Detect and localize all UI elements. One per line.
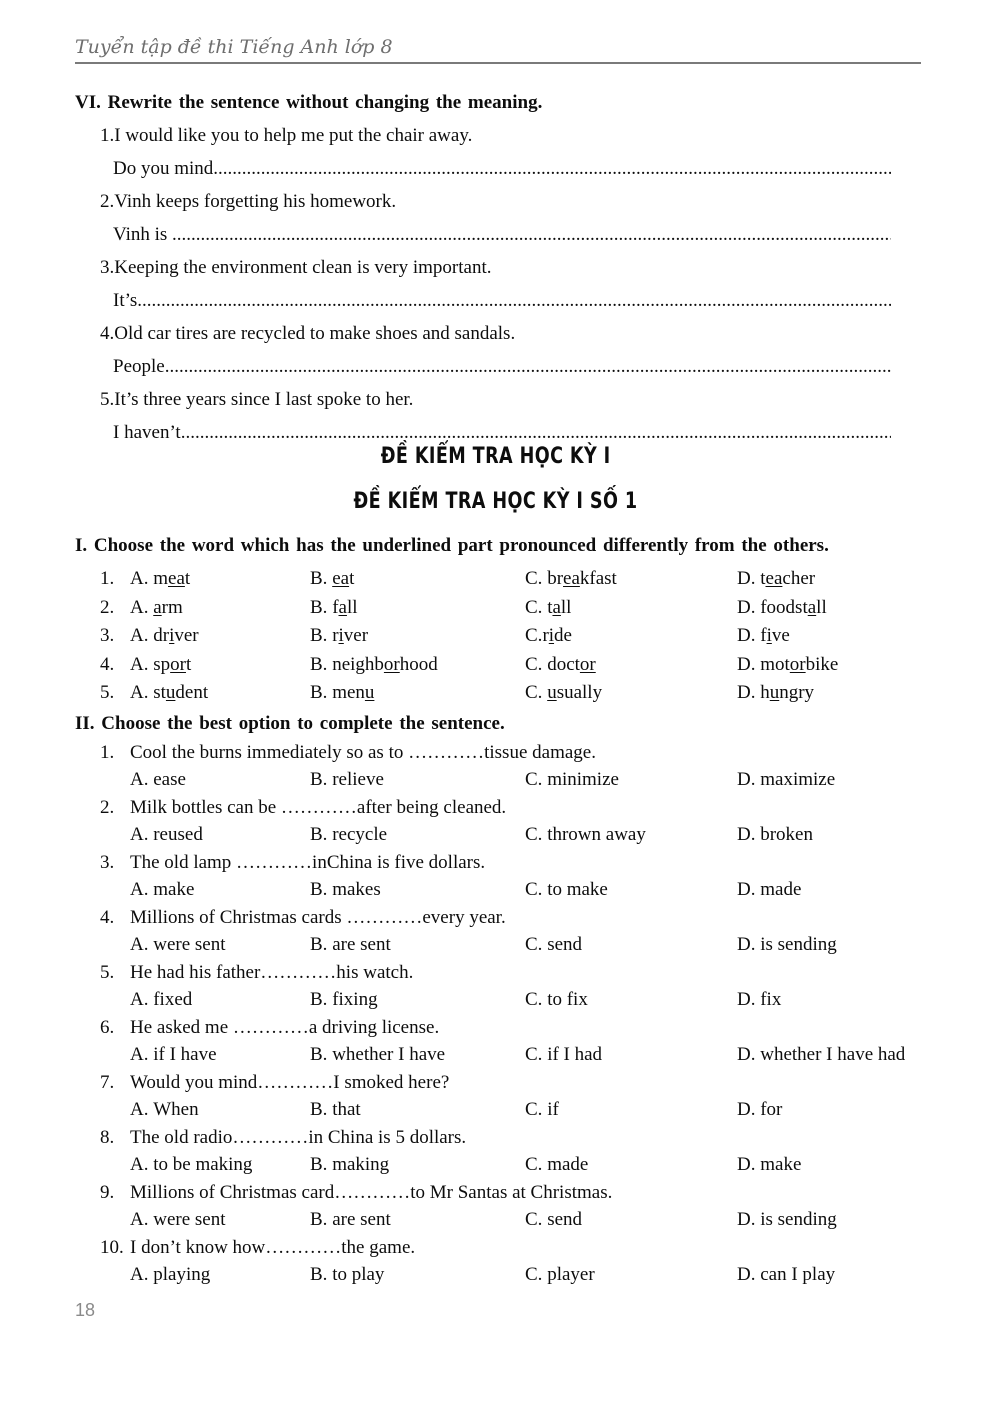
option-label: D. xyxy=(737,1099,761,1120)
underlined-part: a xyxy=(807,596,817,618)
option-text: broken xyxy=(760,824,813,845)
option-word: motorbike xyxy=(760,653,839,675)
mcq-option xyxy=(310,1206,525,1234)
underlined-part: u xyxy=(769,682,780,703)
option-word: five xyxy=(760,625,790,646)
option-label: C. xyxy=(525,1044,548,1065)
option-label: D. xyxy=(737,769,761,790)
option-text: for xyxy=(760,1099,783,1120)
option-text: makes xyxy=(332,879,381,900)
question-text: Milk bottles can be …………after being cleaned. xyxy=(130,796,507,818)
option-label: D. xyxy=(737,989,761,1010)
rewrite-items xyxy=(0,119,991,449)
option-label: D. xyxy=(737,1264,761,1285)
options-row xyxy=(130,1096,985,1124)
question-line xyxy=(100,1179,981,1207)
option-label: A. xyxy=(130,989,154,1010)
section-i-title: I. Choose the word which has the underlined part pronounced differently from the others. xyxy=(75,535,829,556)
option-word: menu xyxy=(332,682,375,703)
section-vi-title: VI. Rewrite the sentence without changing the meaning. xyxy=(75,92,543,113)
mcq-option xyxy=(310,1096,525,1124)
mcq-option xyxy=(310,1041,525,1069)
option-text: minimize xyxy=(547,769,619,790)
option-label: A. xyxy=(130,1264,154,1285)
option-label: C. xyxy=(525,682,548,703)
rewrite-sentence: 4.Old car tires are recycled to make shoes and sandals. xyxy=(100,323,516,344)
option-label: C. xyxy=(525,934,548,955)
rewrite-answer-line xyxy=(113,284,891,317)
rewrite-sentence: 5.It’s three years since I last spoke to her. xyxy=(100,389,414,410)
option-label: A. xyxy=(130,1099,154,1120)
option-text: recycle xyxy=(332,824,388,845)
mcq-option xyxy=(310,986,525,1014)
option-text: fixed xyxy=(153,989,193,1010)
option-label: C. xyxy=(525,1209,548,1230)
mcq-option xyxy=(737,986,985,1014)
option-label: D. xyxy=(737,934,761,955)
option-label: C. xyxy=(525,1264,548,1285)
options-row xyxy=(130,986,985,1014)
rewrite-answer-line xyxy=(113,218,891,251)
mcq-option xyxy=(130,1206,310,1234)
underlined-part: a xyxy=(153,596,162,618)
question-line xyxy=(100,1234,981,1262)
question-number: 1. xyxy=(100,741,115,763)
options-row xyxy=(130,1206,985,1234)
mcq-option xyxy=(310,931,525,959)
option-label: A. xyxy=(130,1209,154,1230)
question-text: He had his father…………his watch. xyxy=(130,961,414,983)
question-line xyxy=(100,739,981,767)
question-text: Millions of Christmas cards …………every year. xyxy=(130,906,506,928)
option-text: make xyxy=(153,879,195,900)
option-text: to fix xyxy=(547,989,588,1010)
underlined-part: i xyxy=(548,625,555,646)
rewrite-answer-line xyxy=(113,350,891,383)
option-word: fall xyxy=(332,596,358,618)
mcq-option xyxy=(130,876,310,904)
option-text: were sent xyxy=(153,934,226,955)
option-text: to be making xyxy=(153,1154,253,1175)
option-text: were sent xyxy=(153,1209,226,1230)
pronunciation-option xyxy=(130,679,310,708)
option-text: player xyxy=(547,1264,595,1285)
option-text: made xyxy=(760,879,802,900)
underlined-part: i xyxy=(169,625,175,646)
mcq-option xyxy=(130,1261,310,1289)
option-label: B. xyxy=(310,1154,333,1175)
pronunciation-option xyxy=(525,594,737,623)
option-label: A. xyxy=(130,596,154,618)
option-label: A. xyxy=(130,1044,154,1065)
underlined-part: i xyxy=(338,625,344,646)
mcq-option xyxy=(737,1041,985,1069)
pronunciation-row xyxy=(100,565,981,594)
question-number: 2. xyxy=(100,796,115,818)
option-text: are sent xyxy=(332,934,391,955)
mcq-option xyxy=(310,821,525,849)
mcq-option xyxy=(525,1151,737,1179)
option-text: making xyxy=(332,1154,390,1175)
pronunciation-rows xyxy=(0,565,991,708)
question-number: 5. xyxy=(100,682,115,703)
mcq-option xyxy=(525,766,737,794)
question-line xyxy=(100,1124,981,1152)
question-number: 1. xyxy=(100,568,115,589)
option-text: whether I have xyxy=(332,1044,446,1065)
option-text: whether I have had xyxy=(760,1044,906,1065)
option-label: D. xyxy=(737,824,761,845)
pronunciation-row xyxy=(100,622,981,651)
question-text: The old lamp …………inChina is five dollars. xyxy=(130,851,486,873)
mcq-option xyxy=(737,821,985,849)
option-label: D. xyxy=(737,1154,761,1175)
option-text: are sent xyxy=(332,1209,391,1230)
option-text: ease xyxy=(153,769,186,790)
mcq-option xyxy=(525,1041,737,1069)
options-row xyxy=(130,876,985,904)
option-text: When xyxy=(153,1099,199,1120)
options-row xyxy=(130,931,985,959)
option-text: make xyxy=(760,1154,802,1175)
option-label: A. xyxy=(130,625,154,646)
option-label: A. xyxy=(130,568,154,589)
option-label: C. xyxy=(525,1099,548,1120)
mcq-option xyxy=(130,1151,310,1179)
exam-heading-2-text: ĐỀ KIỂM TRA HỌC KỲ I SỐ 1 xyxy=(353,489,638,514)
question-text: He asked me …………a driving license. xyxy=(130,1016,440,1038)
question-number: 3. xyxy=(100,851,115,873)
question-number: 6. xyxy=(100,1016,115,1038)
header-title: Tuyển tập đề thi Tiếng Anh lớp 8 xyxy=(75,36,393,58)
exam-heading-2 xyxy=(0,488,991,517)
option-text: send xyxy=(547,934,583,955)
mcq-option xyxy=(130,766,310,794)
page-number: 18 xyxy=(75,1300,96,1320)
underlined-part: i xyxy=(766,625,772,646)
question-text: Cool the burns immediately so as to …………tissue damage. xyxy=(130,741,596,763)
option-word: teacher xyxy=(760,568,816,589)
question-text: Millions of Christmas card…………to Mr Santas at Christmas. xyxy=(130,1181,613,1203)
option-label: C. xyxy=(525,596,548,618)
option-label: D. xyxy=(737,1044,761,1065)
option-label: D. xyxy=(737,879,761,900)
question-line xyxy=(100,794,981,822)
pronunciation-option xyxy=(737,679,981,708)
option-label: B. xyxy=(310,682,333,703)
mcq-option xyxy=(737,931,985,959)
mcq-option xyxy=(737,1151,985,1179)
question-number: 8. xyxy=(100,1126,115,1148)
option-label: C. xyxy=(525,824,548,845)
underlined-part: a xyxy=(338,596,347,618)
question-line xyxy=(100,849,981,877)
underlined-part: or xyxy=(170,653,186,675)
mcq-option xyxy=(737,1261,985,1289)
mcq-option xyxy=(310,876,525,904)
option-label: A. xyxy=(130,934,154,955)
rewrite-answer-prefix: People xyxy=(113,356,165,377)
option-label: C. xyxy=(525,879,548,900)
underlined-part: u xyxy=(547,682,557,703)
option-word: neighborhood xyxy=(332,653,438,675)
pronunciation-option xyxy=(130,594,310,623)
section-ii-title: II. Choose the best option to complete the sentence. xyxy=(75,712,505,734)
options-row xyxy=(130,1041,985,1069)
option-text: to make xyxy=(547,879,608,900)
question-line xyxy=(100,1014,981,1042)
option-label: A. xyxy=(130,682,154,703)
mcq-option xyxy=(525,1206,737,1234)
mcq-option xyxy=(310,1261,525,1289)
option-label: B. xyxy=(310,989,333,1010)
question-text: Would you mind…………I smoked here? xyxy=(130,1071,450,1093)
option-label: C. xyxy=(525,1154,548,1175)
option-word: driver xyxy=(153,625,199,646)
mcq-option xyxy=(130,931,310,959)
mcq-option xyxy=(737,876,985,904)
option-label: C. xyxy=(525,989,548,1010)
question-line xyxy=(100,959,981,987)
pronunciation-option xyxy=(130,651,310,680)
exam-page xyxy=(0,36,991,1416)
mcq-option xyxy=(525,931,737,959)
pronunciation-row xyxy=(100,651,981,680)
mcq-option xyxy=(737,1096,985,1124)
pronunciation-option xyxy=(310,565,525,594)
pronunciation-option xyxy=(525,651,737,680)
pronunciation-option xyxy=(525,622,737,651)
option-label: A. xyxy=(130,653,154,675)
question-number: 5. xyxy=(100,961,115,983)
rewrite-sentence: 2.Vinh keeps forgetting his homework. xyxy=(100,191,397,212)
mcq-option xyxy=(525,821,737,849)
mcq-option xyxy=(525,986,737,1014)
options-row xyxy=(130,1151,985,1179)
dotted-leader xyxy=(213,152,891,185)
option-word: arm xyxy=(153,596,183,618)
option-word: breakfast xyxy=(547,568,617,589)
option-word: student xyxy=(153,682,209,703)
question-line xyxy=(100,1069,981,1097)
pronunciation-option xyxy=(310,622,525,651)
question-number: 3. xyxy=(100,625,115,646)
option-word: usually xyxy=(547,682,603,703)
pronunciation-option xyxy=(130,565,310,594)
option-label: B. xyxy=(310,653,333,675)
option-word: sport xyxy=(153,653,192,675)
option-label: C. xyxy=(525,568,548,589)
option-label: A. xyxy=(130,824,154,845)
option-text: can I play xyxy=(760,1264,836,1285)
option-word: foodstall xyxy=(760,596,827,618)
page-header xyxy=(75,36,921,64)
mcq-option xyxy=(737,766,985,794)
underlined-part: or xyxy=(383,653,400,675)
option-label: A. xyxy=(130,769,154,790)
option-text: playing xyxy=(153,1264,211,1285)
option-label: D. xyxy=(737,682,761,703)
pronunciation-option xyxy=(310,651,525,680)
question-number: 4. xyxy=(100,906,115,928)
exam-heading-1-text: ĐỀ KIỂM TRA HỌC KỲ I xyxy=(380,444,611,469)
question-text: The old radio…………in China is 5 dollars. xyxy=(130,1126,467,1148)
pronunciation-option xyxy=(737,594,981,623)
question-number: 4. xyxy=(100,653,115,675)
rewrite-sentence: 3.Keeping the environment clean is very important. xyxy=(100,257,492,278)
mcq-option xyxy=(525,1261,737,1289)
option-label: D. xyxy=(737,568,761,589)
option-label: D. xyxy=(737,653,761,675)
option-text: if xyxy=(547,1099,559,1120)
options-row xyxy=(130,1261,985,1289)
mcq-questions xyxy=(0,739,991,1289)
option-label: D. xyxy=(737,596,761,618)
option-label: B. xyxy=(310,1044,333,1065)
pronunciation-option xyxy=(310,679,525,708)
dotted-leader xyxy=(165,350,891,383)
question-number: 2. xyxy=(100,596,115,618)
option-word: river xyxy=(332,625,369,646)
pronunciation-row xyxy=(100,594,981,623)
option-text: fixing xyxy=(332,989,378,1010)
option-label: B. xyxy=(310,1209,333,1230)
option-label: B. xyxy=(310,824,333,845)
option-text: reused xyxy=(153,824,203,845)
underlined-part: ea xyxy=(563,568,580,589)
option-text: thrown away xyxy=(547,824,646,845)
pronunciation-option xyxy=(737,622,981,651)
underlined-part: a xyxy=(552,596,561,618)
question-number: 9. xyxy=(100,1181,115,1203)
option-label: B. xyxy=(310,769,333,790)
rewrite-sentence: 1.I would like you to help me put the chair away. xyxy=(100,125,473,146)
underlined-part: or xyxy=(579,653,596,675)
question-number: 10. xyxy=(100,1236,124,1258)
mcq-option xyxy=(130,1096,310,1124)
option-label: B. xyxy=(310,879,333,900)
option-word: tall xyxy=(547,596,572,618)
underlined-part: u xyxy=(165,682,176,703)
underlined-part: ea xyxy=(168,568,185,589)
option-word: eat xyxy=(332,568,355,589)
option-label: B. xyxy=(310,596,333,618)
mcq-option xyxy=(737,1206,985,1234)
mcq-option xyxy=(310,1151,525,1179)
option-text: that xyxy=(332,1099,361,1120)
option-label: D. xyxy=(737,625,761,646)
options-row xyxy=(130,766,985,794)
pronunciation-option xyxy=(310,594,525,623)
option-label: D. xyxy=(737,1209,761,1230)
option-label: B. xyxy=(310,625,333,646)
pronunciation-option xyxy=(737,651,981,680)
pronunciation-option xyxy=(525,679,737,708)
option-text: if I have xyxy=(153,1044,217,1065)
option-text: is sending xyxy=(760,934,837,955)
mcq-option xyxy=(310,766,525,794)
dotted-leader xyxy=(137,284,891,317)
question-number: 7. xyxy=(100,1071,115,1093)
pronunciation-option xyxy=(130,622,310,651)
underlined-part: or xyxy=(789,653,806,675)
options-row xyxy=(130,821,985,849)
option-word: meat xyxy=(153,568,191,589)
question-text: I don’t know how…………the game. xyxy=(130,1236,416,1258)
option-label: C. xyxy=(525,625,543,646)
pronunciation-row xyxy=(100,679,981,708)
rewrite-answer-prefix: I haven’t xyxy=(113,422,181,443)
option-word: hungry xyxy=(760,682,815,703)
mcq-option xyxy=(130,1041,310,1069)
rewrite-answer-line xyxy=(113,152,891,185)
option-text: send xyxy=(547,1209,583,1230)
mcq-option xyxy=(525,876,737,904)
option-label: B. xyxy=(310,568,333,589)
mcq-option xyxy=(525,1096,737,1124)
rewrite-answer-prefix: Vinh is xyxy=(113,224,173,245)
pronunciation-option xyxy=(525,565,737,594)
rewrite-answer-prefix: Do you mind xyxy=(113,158,214,179)
option-text: is sending xyxy=(760,1209,837,1230)
option-label: C. xyxy=(525,769,548,790)
option-label: B. xyxy=(310,1099,333,1120)
option-text: made xyxy=(547,1154,589,1175)
pronunciation-option xyxy=(737,565,981,594)
option-text: if I had xyxy=(547,1044,603,1065)
option-word: ride xyxy=(542,625,572,646)
option-text: relieve xyxy=(332,769,384,790)
option-word: doctor xyxy=(547,653,596,675)
underlined-part: ea xyxy=(765,568,783,589)
option-text: maximize xyxy=(760,769,836,790)
mcq-option xyxy=(130,986,310,1014)
underlined-part: u xyxy=(364,682,375,703)
option-label: B. xyxy=(310,934,333,955)
option-label: C. xyxy=(525,653,548,675)
option-label: A. xyxy=(130,879,154,900)
option-text: fix xyxy=(760,989,782,1010)
mcq-option xyxy=(130,821,310,849)
rewrite-answer-prefix: It’s xyxy=(113,290,138,311)
option-text: to play xyxy=(332,1264,385,1285)
dotted-leader xyxy=(172,218,891,251)
underlined-part: ea xyxy=(332,568,350,589)
option-label: B. xyxy=(310,1264,333,1285)
option-label: A. xyxy=(130,1154,154,1175)
question-line xyxy=(100,904,981,932)
